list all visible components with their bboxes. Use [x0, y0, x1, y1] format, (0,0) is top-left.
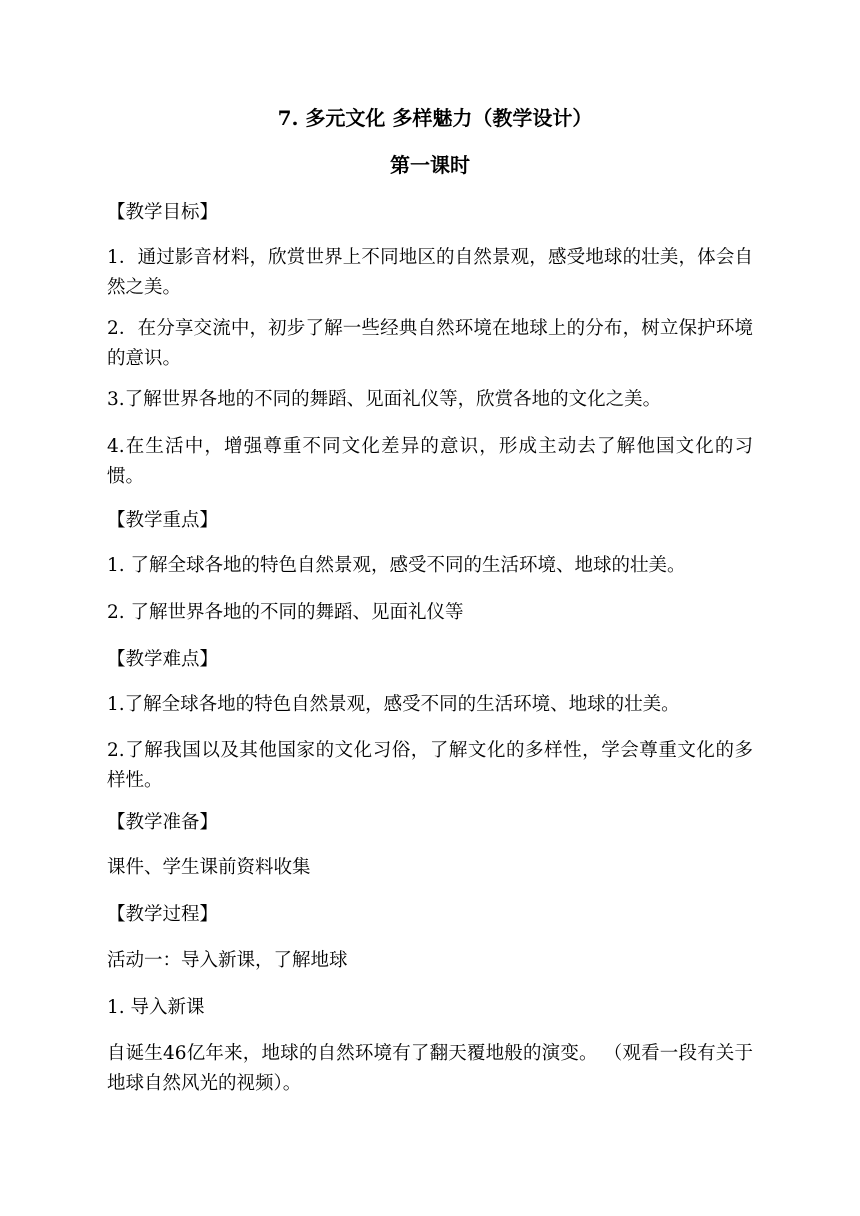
- objective-item-1: 1．通过影音材料，欣赏世界上不同地区的自然景观，感受地球的壮美，体会自然之美。: [107, 247, 753, 298]
- document-title: 7. 多元文化 多样魅力（教学设计）: [277, 106, 593, 130]
- process-step-title: 1. 导入新课: [107, 997, 205, 1018]
- process-step-text: 自诞生46亿年来，地球的自然环境有了翻天覆地般的演变。 （观看一段有关于地球自然风光的视频）。: [107, 1043, 753, 1094]
- difficulty-item-1: 1.了解全球各地的特色自然景观，感受不同的生活环境、地球的壮美。: [107, 694, 680, 715]
- document-subtitle: 第一课时: [390, 153, 470, 177]
- objective-item-2: 2．在分享交流中，初步了解一些经典自然环境在地球上的分布，树立保护环境的意识。: [107, 318, 753, 369]
- preparation-item-1: 课件、学生课前资料收集: [107, 857, 311, 878]
- key-point-item-2: 2. 了解世界各地的不同的舞蹈、见面礼仪等: [107, 602, 464, 623]
- process-activity-title: 活动一：导入新课，了解地球: [107, 950, 348, 971]
- objective-item-4: 4.在生活中，增强尊重不同文化差异的意识，形成主动去了解他国文化的习惯。: [107, 436, 753, 487]
- section-heading-key-points: 【教学重点】: [107, 510, 219, 531]
- section-heading-preparation: 【教学准备】: [107, 812, 219, 833]
- difficulty-item-2: 2.了解我国以及其他国家的文化习俗，了解文化的多样性，学会尊重文化的多样性。: [107, 740, 753, 791]
- objective-item-3: 3.了解世界各地的不同的舞蹈、见面礼仪等，欣赏各地的文化之美。: [107, 389, 662, 410]
- section-heading-objectives: 【教学目标】: [107, 202, 219, 223]
- section-heading-process: 【教学过程】: [107, 904, 219, 925]
- key-point-item-1: 1. 了解全球各地的特色自然景观，感受不同的生活环境、地球的壮美。: [107, 555, 686, 576]
- section-heading-difficulties: 【教学难点】: [107, 649, 219, 670]
